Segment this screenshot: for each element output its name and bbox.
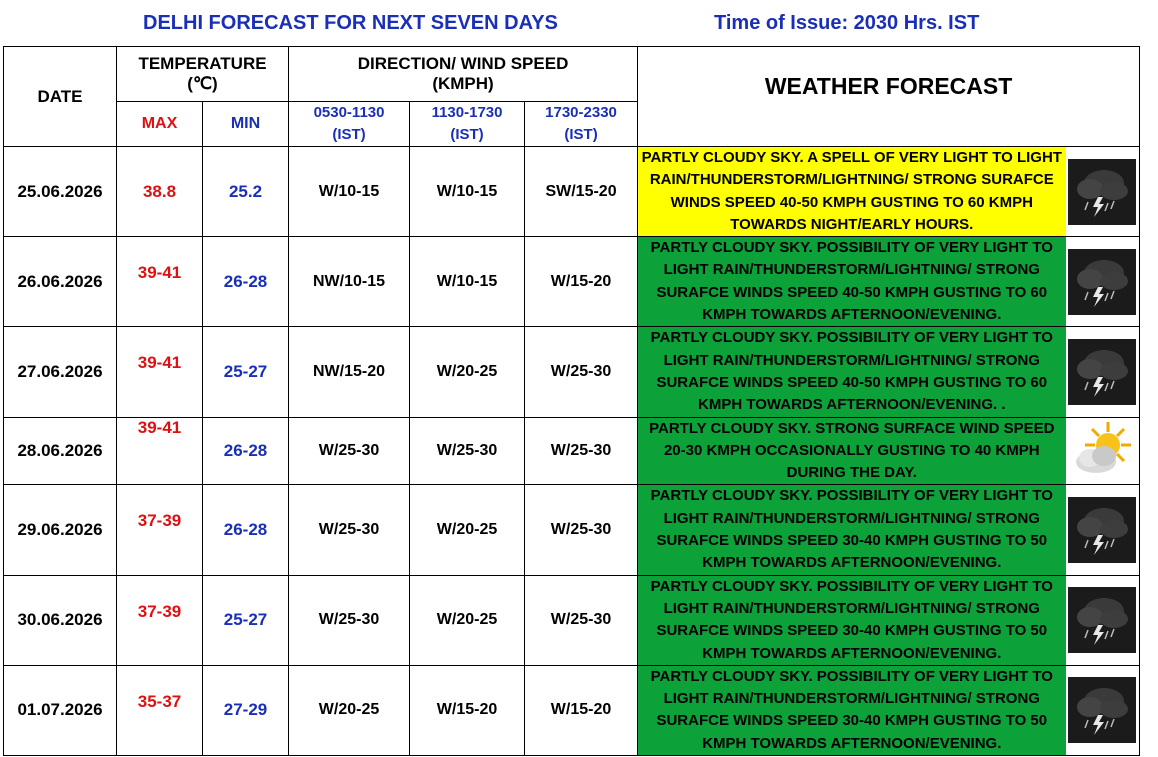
- forecast-text-cell: PARTLY CLOUDY SKY. POSSIBILITY OF VERY LIGHT TO LIGHT RAIN/THUNDERSTORM/LIGHTNING/ STRONG SURAFCE WINDS SPEED 40-50 KMPH GUSTING TO 60 KMPH TOWARDS AFTERNOON/EVENING.: [638, 237, 1066, 327]
- table-row: [4, 147, 1140, 237]
- wind-slot2-cell: W/20-25: [410, 575, 525, 665]
- min-temp-cell: 25-27: [203, 327, 289, 417]
- date-cell: 29.06.2026: [4, 485, 117, 575]
- wind-slot3-cell: SW/15-20: [525, 147, 638, 237]
- min-temp-cell: 27-29: [203, 665, 289, 755]
- forecast-text-cell: PARTLY CLOUDY SKY. POSSIBILITY OF VERY LIGHT TO LIGHT RAIN/THUNDERSTORM/LIGHTNING/ STRONG SURAFCE WINDS SPEED 30-40 KMPH GUSTING TO 50 KMPH TOWARDS AFTERNOON/EVENING.: [638, 665, 1066, 755]
- forecast-text-cell: PARTLY CLOUDY SKY. POSSIBILITY OF VERY LIGHT TO LIGHT RAIN/THUNDERSTORM/LIGHTNING/ STRONG SURAFCE WINDS SPEED 40-50 KMPH GUSTING TO 60 KMPH TOWARDS AFTERNOON/EVENING. .: [638, 327, 1066, 417]
- max-temp-cell: 37-39: [117, 575, 203, 665]
- date-cell: 27.06.2026: [4, 327, 117, 417]
- partly-cloudy-icon: [1068, 418, 1136, 484]
- wind-slot1-cell: W/25-30: [289, 485, 410, 575]
- wind-slot2-cell: W/25-30: [410, 417, 525, 485]
- thunderstorm-icon: [1068, 339, 1136, 405]
- weather-icon-cell: [1066, 237, 1140, 327]
- wind-slot2-cell: W/20-25: [410, 327, 525, 417]
- max-temp-cell: 39-41: [117, 327, 203, 417]
- temperature-header: TEMPERATURE (℃): [117, 47, 289, 102]
- wind-slot3-cell: W/25-30: [525, 327, 638, 417]
- issue-time: Time of Issue: 2030 Hrs. IST: [714, 12, 980, 34]
- wind-slot1-cell: NW/15-20: [289, 327, 410, 417]
- wind-header: DIRECTION/ WIND SPEED (KMPH): [289, 47, 638, 102]
- slot3-header: 1730-2330 (IST): [525, 102, 638, 147]
- date-cell: 28.06.2026: [4, 417, 117, 485]
- wind-slot2-cell: W/10-15: [410, 237, 525, 327]
- weather-forecast-header: WEATHER FORECAST: [638, 47, 1140, 147]
- min-temp-cell: 25-27: [203, 575, 289, 665]
- date-header: DATE: [4, 47, 117, 147]
- date-cell: 26.06.2026: [4, 237, 117, 327]
- forecast-text-cell: PARTLY CLOUDY SKY. POSSIBILITY OF VERY LIGHT TO LIGHT RAIN/THUNDERSTORM/LIGHTNING/ STRONG SURAFCE WINDS SPEED 30-40 KMPH GUSTING TO 50 KMPH TOWARDS AFTERNOON/EVENING.: [638, 575, 1066, 665]
- forecast-table: [3, 46, 1140, 756]
- slot2-header: 1130-1730 (IST): [410, 102, 525, 147]
- table-row: [4, 485, 1140, 575]
- weather-icon-cell: [1066, 665, 1140, 755]
- weather-icon-cell: [1066, 327, 1140, 417]
- min-temp-cell: 25.2: [203, 147, 289, 237]
- wind-slot1-cell: W/25-30: [289, 575, 410, 665]
- max-temp-cell: 35-37: [117, 665, 203, 755]
- table-row: [4, 575, 1140, 665]
- weather-icon-cell: [1066, 575, 1140, 665]
- table-row: [4, 237, 1140, 327]
- forecast-rows: [4, 147, 1140, 756]
- min-temp-cell: 26-28: [203, 417, 289, 485]
- forecast-text-cell: PARTLY CLOUDY SKY. STRONG SURFACE WIND SPEED 20-30 KMPH OCCASIONALLY GUSTING TO 40 KMPH DURING THE DAY.: [638, 417, 1066, 485]
- table-row: [4, 327, 1140, 417]
- max-temp-cell: 38.8: [117, 147, 203, 237]
- wind-slot1-cell: NW/10-15: [289, 237, 410, 327]
- forecast-text-cell: PARTLY CLOUDY SKY. A SPELL OF VERY LIGHT TO LIGHT RAIN/THUNDERSTORM/LIGHTNING/ STRONG SURAFCE WINDS SPEED 40-50 KMPH GUSTING TO 60 KMPH TOWARDS NIGHT/EARLY HOURS.: [638, 147, 1066, 237]
- slot1-header: 0530-1130 (IST): [289, 102, 410, 147]
- date-cell: 30.06.2026: [4, 575, 117, 665]
- thunderstorm-icon: [1068, 249, 1136, 315]
- forecast-text-cell: PARTLY CLOUDY SKY. POSSIBILITY OF VERY LIGHT TO LIGHT RAIN/THUNDERSTORM/LIGHTNING/ STRONG SURAFCE WINDS SPEED 30-40 KMPH GUSTING TO 50 KMPH TOWARDS AFTERNOON/EVENING.: [638, 485, 1066, 575]
- page-title: DELHI FORECAST FOR NEXT SEVEN DAYS: [143, 12, 558, 34]
- thunderstorm-icon: [1068, 677, 1136, 743]
- max-temp-cell: 39-41: [117, 237, 203, 327]
- wind-slot3-cell: W/15-20: [525, 237, 638, 327]
- wind-slot2-cell: W/10-15: [410, 147, 525, 237]
- weather-icon-cell: [1066, 417, 1140, 485]
- max-temp-cell: 37-39: [117, 485, 203, 575]
- min-temp-cell: 26-28: [203, 237, 289, 327]
- wind-slot1-cell: W/10-15: [289, 147, 410, 237]
- thunderstorm-icon: [1068, 587, 1136, 653]
- max-header: MAX: [117, 102, 203, 147]
- wind-slot2-cell: W/15-20: [410, 665, 525, 755]
- min-temp-cell: 26-28: [203, 485, 289, 575]
- wind-slot2-cell: W/20-25: [410, 485, 525, 575]
- wind-slot1-cell: W/25-30: [289, 417, 410, 485]
- table-row: [4, 665, 1140, 755]
- weather-icon-cell: [1066, 485, 1140, 575]
- table-row: [4, 417, 1140, 485]
- wind-slot3-cell: W/25-30: [525, 575, 638, 665]
- min-header: MIN: [203, 102, 289, 147]
- wind-slot3-cell: W/25-30: [525, 485, 638, 575]
- wind-slot3-cell: W/15-20: [525, 665, 638, 755]
- date-cell: 25.06.2026: [4, 147, 117, 237]
- wind-slot1-cell: W/20-25: [289, 665, 410, 755]
- thunderstorm-icon: [1068, 159, 1136, 225]
- date-cell: 01.07.2026: [4, 665, 117, 755]
- thunderstorm-icon: [1068, 497, 1136, 563]
- wind-slot3-cell: W/25-30: [525, 417, 638, 485]
- max-temp-cell: 39-41: [117, 417, 203, 485]
- weather-icon-cell: [1066, 147, 1140, 237]
